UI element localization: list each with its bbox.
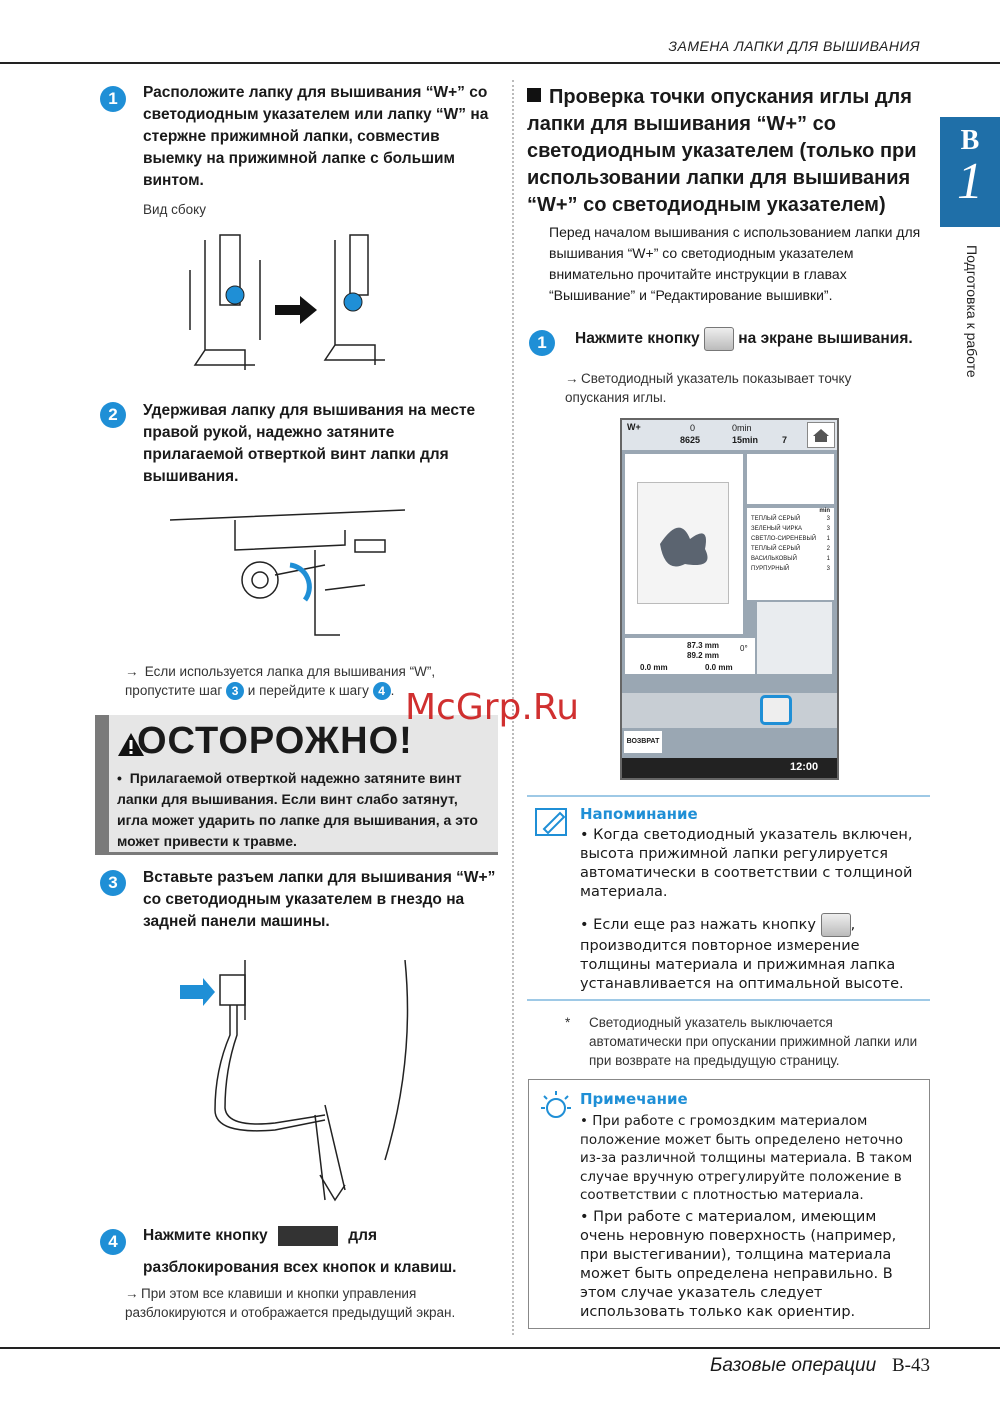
chapter-tab <box>940 117 1000 227</box>
design-thumbnail <box>747 454 834 504</box>
embroidery-preview <box>625 454 743 634</box>
lightbulb-note-icon <box>538 1088 574 1124</box>
step-4-number: 4 <box>100 1229 126 1255</box>
size-readout: 87.3 mm 89.2 mm 0° 0.0 mm 0.0 mm <box>625 638 755 674</box>
section-intro: Перед началом вышивания с использованием лапки для вышивания “W+” со светодиодным указателем внимательно прочитайте инструкции в главах “Вышивание” и “Редактирование вышивки”. <box>549 224 921 303</box>
warning-title: ОСТОРОЖНО! <box>137 720 413 762</box>
led-pointer-button-icon <box>821 913 851 937</box>
screen-status-bar: W+ 0 8625 0min 15min 7 <box>622 420 837 450</box>
note-title: Примечание <box>580 1090 688 1108</box>
asterisk-note: Светодиодный указатель выключается автоматически при опускании прижимной лапки или при возврате на предыдущую страницу. <box>589 1015 918 1068</box>
step-1-text: Расположите лапку для вышивания “W+” со светодиодным указателем или лапку “W” на стержне прижимной лапки, совместив выемку на прижимной лапке с большим винтом. <box>143 84 489 189</box>
step-2-note: → Если используется лапка для вышивания “W”, пропустите шаг 3 и перейдите к шагу 4 . <box>125 664 436 698</box>
note-item-2: • При работе с материалом, имеющим очень неровную поверхность (например, при выстегивании), толщина материала может быть определена неправильно. В этом случае указатель следует использовать только как ориентир. <box>580 1209 897 1320</box>
home-button[interactable] <box>807 422 835 448</box>
unlock-key-icon <box>278 1226 338 1246</box>
header-rule <box>0 62 1000 64</box>
step-3-text: Вставьте разъем лапки для вышивания “W+” со светодиодным указателем в гнездо на задней панели машины. <box>143 869 496 930</box>
reminder-item-1: • Когда светодиодный указатель включен, высота прижимной лапки регулируется автоматически в соответствии с толщиной материала. <box>580 827 913 900</box>
right-step-1-result: → Светодиодный указатель показывает точку опускания иглы. <box>565 371 852 405</box>
led-pointer-button[interactable] <box>760 695 792 725</box>
arrow-right-icon <box>275 296 317 324</box>
step-ref-4: 4 <box>373 682 391 700</box>
pencil-memo-icon <box>534 805 570 837</box>
chapter-side-label: Подготовка к работе <box>964 245 980 378</box>
page-number: B-43 <box>892 1355 930 1376</box>
arrow-right-blue-icon <box>180 978 215 1006</box>
embroidery-screen <box>620 418 839 780</box>
reminder-top-rule <box>527 795 930 797</box>
back-button[interactable]: ВОЗВРАТ <box>624 731 662 753</box>
design-motif-icon <box>650 514 720 574</box>
step-4-note: → При этом все клавиши и кнопки управления разблокируются и отображается предыдущий экран. <box>125 1286 456 1320</box>
chapter-letter: B <box>960 125 980 156</box>
step-1-number: 1 <box>100 86 126 112</box>
reminder-item-2: • Если еще раз нажать кнопку , производится повторное измерение толщины материала и прижимная лапка устанавливается на оптимальной высоте. <box>580 913 925 994</box>
step-ref-3: 3 <box>226 682 244 700</box>
running-header: ЗАМЕНА ЛАПКИ ДЛЯ ВЫШИВАНИЯ <box>668 38 920 54</box>
step-2-text: Удерживая лапку для вышивания на месте правой рукой, надежно затяните прилагаемой отверткой винт лапки для вышивания. <box>143 402 476 485</box>
led-pointer-button-icon <box>704 327 734 351</box>
footer-section: Базовые операции <box>709 1355 877 1376</box>
footer <box>710 1355 930 1377</box>
step-3-number: 3 <box>100 870 126 896</box>
chapter-number: 1 <box>957 153 983 210</box>
reminder-title: Напоминание <box>580 805 698 823</box>
screwdriver-illustration <box>165 490 415 650</box>
reminder-bottom-rule <box>527 999 930 1001</box>
watermark: McGrp.Ru <box>405 687 580 728</box>
step-4-text: Нажмите кнопку для разблокирования всех кнопок и клавиш. <box>143 1227 457 1276</box>
right-step-1-number: 1 <box>529 330 555 356</box>
side-view-label: Вид сбоку <box>143 202 206 217</box>
screen-bottom-bar: 12:00 <box>622 758 837 778</box>
warning-box <box>95 715 498 855</box>
square-bullet-icon <box>527 88 541 102</box>
note-item-1: • При работе с громоздким материалом положение может быть определено неточно из-за различной толщины материала. В таком случае вручную отрегулируйте положение в соответствии с плотностью материала. <box>580 1113 913 1203</box>
asterisk-mark: * <box>565 1015 571 1030</box>
section-title: Проверка точки опускания иглы для лапки для вышивания “W+” со светодиодным указателем (только при использовании лапки для вышивания “W+” со светодиодным указателем) <box>527 86 917 216</box>
home-icon <box>808 423 834 447</box>
warning-text: • Прилагаемой отверткой надежно затяните винт лапки для вышивания. Если винт слабо затянут, игла может ударить по лапке для вышивания, а это может привести к травме. <box>117 770 478 849</box>
move-arrow-pad[interactable] <box>757 602 832 674</box>
edit-toolbar <box>622 693 837 728</box>
thread-color-list: min ТЕПЛЫЙ СЕРЫЙ 3 ЗЕЛЕНЫЙ ЧИРКА 3 СВЕТЛО-СИРЕНЕВЫЙ 1 ТЕПЛЫЙ СЕРЫЙ 2 ВАСИЛЬКОВЫЙ 1 ПУРПУРНЫЙ 3 <box>747 508 834 600</box>
right-step-1-text: Нажмите кнопку на экране вышивания. <box>575 327 935 351</box>
step-2-number: 2 <box>100 402 126 428</box>
footer-rule <box>0 1347 1000 1349</box>
connector-illustration <box>175 960 415 1205</box>
presser-foot-illustration-1 <box>175 230 395 380</box>
